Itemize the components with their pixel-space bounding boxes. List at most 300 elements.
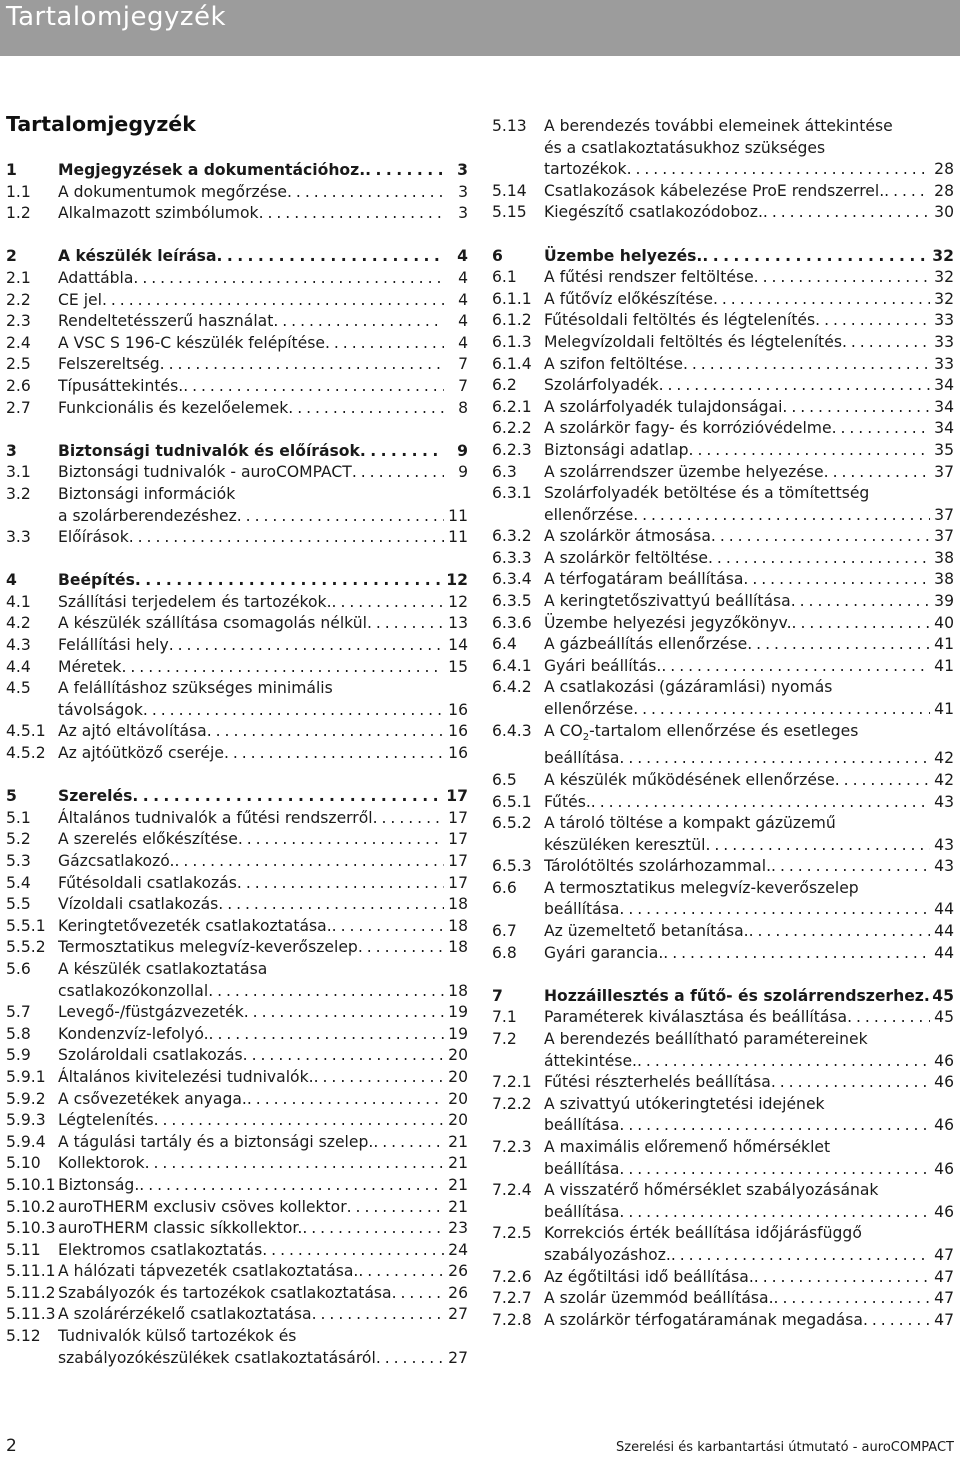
toc-entry[interactable] [6,1153,468,1175]
toc-entry-number: 6.3.3 [492,548,532,567]
toc-entry[interactable] [6,290,468,312]
toc-entry[interactable] [6,1218,468,1240]
toc-entry-title: Alkalmazott szimbólumok . . . [58,203,444,225]
toc-entry-number: 2.7 [6,398,31,417]
toc-entry-page: 3 [458,182,468,201]
toc-entry-title: ellenőrzése . . . [544,505,930,527]
toc-entry-number: 6.4 [492,635,517,654]
toc-entry[interactable] [492,202,954,224]
toc-entry-page: 37 [934,505,954,524]
toc-entry-title: CE jel . . . [58,290,444,312]
toc-entry-title: Általános kivitelezési tudnivalók. . . . [58,1067,444,1089]
toc-entry-page: 35 [934,440,954,459]
toc-entry-page: 38 [934,548,954,567]
toc-entry-number: 5.9.4 [6,1132,46,1151]
toc-entry-title: A készülék szállítása csomagolás nélkül . . . [58,613,444,635]
toc-entry-title: A szolárfolyadék tulajdonságai . . . [544,397,930,419]
toc-entry-number: 5.10.3 [6,1219,56,1238]
toc-entry[interactable] [492,246,954,268]
toc-entry-page: 4 [458,290,468,309]
toc-entry-number: 5.9.1 [6,1067,46,1086]
toc-entry[interactable] [6,678,468,721]
toc-entry-page: 18 [448,916,468,935]
toc-entry-title: A tágulási tartály és a biztonsági szelep. . . . [58,1132,444,1154]
toc-entry[interactable] [6,527,468,549]
toc-entry[interactable] [6,570,468,592]
toc-entry-title: Üzembe helyezés. . . . [544,246,930,268]
toc-entry-page: 17 [448,808,468,827]
toc-entry[interactable] [6,1283,468,1305]
toc-entry-title: beállítása . . . [544,1202,930,1224]
toc-entry-page: 46 [934,1159,954,1178]
toc-entry-number: 4 [6,571,17,590]
toc-entry-title: A felállításhoz szükséges minimális [58,679,333,698]
toc-entry-title: Típusáttekintés. . . . [58,376,444,398]
toc-entry-number: 4.5.1 [6,722,46,741]
toc-entry-number: 5.10 [6,1154,41,1173]
toc-entry-number: 6.5.2 [492,814,532,833]
toc-entry[interactable] [6,246,468,268]
toc-entry[interactable] [492,1288,954,1310]
toc-entry-title: A maximális előremenő hőmérséklet [544,1138,831,1157]
toc-entry-title: A berendezés beállítható paramétereinek [544,1030,868,1049]
toc-entry-page: 16 [448,744,468,763]
toc-entry-number: 5.13 [492,117,527,135]
toc-entry-page: 34 [934,376,954,395]
toc-entry[interactable] [6,268,468,290]
toc-entry-page: 17 [448,873,468,892]
toc-entry-title: A szolárkör átmosása . . . [544,526,930,548]
toc-entry[interactable] [6,635,468,657]
toc-entry[interactable] [6,398,468,420]
toc-entry-number: 6 [492,246,503,265]
toc-entry[interactable] [492,332,954,354]
toc-entry-number: 5.11.3 [6,1305,56,1324]
toc-entry-page: 46 [934,1202,954,1221]
toc-entry-page: 4 [458,312,468,331]
toc-entry-title: Légtelenítés . . . [58,1110,444,1132]
toc-entry-title: A VSC S 196-C készülék felépítése . . . [58,333,444,355]
toc-entry[interactable] [6,354,468,376]
toc-entry-title: és a csatlakoztatásukhoz szükséges [544,138,826,157]
toc-entry-title: Az üzemeltető betanítása. . . . [544,921,930,943]
toc-entry[interactable] [492,591,954,613]
toc-entry[interactable] [492,613,954,635]
toc-entry-page: 3 [458,204,468,223]
toc-entry-number: 6.3 [492,462,517,481]
toc-entry-title: A szolárkör fagy- és korrózióvédelme . . . [544,418,930,440]
toc-entry[interactable] [492,440,954,462]
toc-entry[interactable] [492,986,954,1008]
toc-entry-title: auroTHERM exclusiv csöves kollektor . . . [58,1197,444,1219]
toc-entry-page: 42 [934,749,954,768]
toc-entry-page: 16 [448,700,468,719]
toc-entry[interactable] [6,1002,468,1024]
toc-entry-number: 5.5.1 [6,916,46,935]
header-bar [0,0,960,56]
toc-entry-number: 7.2.7 [492,1289,532,1308]
toc-entry[interactable] [492,1094,954,1137]
toc-entry-page: 4 [457,247,468,266]
toc-entry-number: 6.2.3 [492,440,532,459]
toc-entry[interactable] [492,943,954,965]
toc-entry[interactable] [6,851,468,873]
toc-entry-title: Gyári beállítás. . . . [544,656,930,678]
toc-entry-title: Fűtésoldali feltöltés és légtelenítés . . . [544,310,930,332]
toc-entry-page: 17 [448,830,468,849]
toc-entry-number: 6.1.1 [492,289,532,308]
toc-entry-number: 4.5.2 [6,744,46,763]
toc-entry-page: 15 [448,657,468,676]
toc-entry-page: 46 [934,1051,954,1070]
toc-entry-page: 3 [457,161,468,179]
toc-entry-title: Felállítási hely . . . [58,635,444,657]
toc-entry[interactable] [492,375,954,397]
toc-entry-page: 45 [932,986,954,1005]
toc-entry-title: Az ajtó eltávolítása . . . [58,721,444,743]
toc-entry[interactable] [6,160,468,182]
toc-entry-page: 45 [934,1008,954,1027]
toc-entry-page: 26 [448,1262,468,1281]
toc-entry-title: Fűtési részterhelés beállítása . . . [544,1072,930,1094]
toc-entry-number: 1 [6,161,17,179]
toc-entry[interactable] [6,592,468,614]
toc-entry[interactable] [492,310,954,332]
toc-entry-number: 5.11.2 [6,1283,56,1302]
toc-entry-number: 6.7 [492,922,517,941]
toc-entry-page: 18 [448,981,468,1000]
toc-entry-page: 28 [934,181,954,200]
toc-entry[interactable] [492,1180,954,1223]
toc-entry-page: 41 [934,656,954,675]
toc-entry-page: 43 [934,792,954,811]
toc-entry[interactable] [6,613,468,635]
toc-entry[interactable] [492,483,954,526]
toc-entry-page: 46 [934,1073,954,1092]
toc-entry-number: 7.2.6 [492,1267,532,1286]
toc-entry[interactable] [492,634,954,656]
toc-entry-page: 44 [934,922,954,941]
toc-entry-title: Korrekciós érték beállítása időjárásfüggő [544,1224,862,1243]
toc-entry-title: csatlakozókonzollal . . . [58,981,444,1003]
toc-entry-title: A csatlakozási (gázáramlási) nyomás [544,678,833,697]
toc-entry[interactable] [492,792,954,814]
toc-entry-number: 6.1 [492,268,517,287]
toc-entry[interactable] [492,813,954,856]
toc-entry[interactable] [6,1304,468,1326]
toc-entry[interactable] [6,829,468,851]
toc-entry-title: A szolárérzékelő csatlakoztatása . . . [58,1304,444,1326]
toc-entry-title: A szerelés előkészítése . . . [58,829,444,851]
toc-entry[interactable] [492,1072,954,1094]
toc-entry-page: 38 [934,570,954,589]
toc-entry-number: 5.3 [6,852,31,870]
toc-entry[interactable] [492,569,954,591]
toc-entry-page: 34 [934,419,954,438]
toc-entry-page: 47 [934,1289,954,1308]
toc-entry-title: A tároló töltése a kompakt gázüzemű [544,814,836,833]
toc-entry[interactable] [6,1067,468,1089]
toc-entry-number: 5.7 [6,1003,31,1022]
toc-entry-number: 5.11 [6,1240,41,1259]
toc-entry-number: 7.1 [492,1008,517,1027]
toc-entry-number: 4.3 [6,636,31,655]
toc-entry[interactable] [492,526,954,548]
toc-entry-title: A szolárrendszer üzembe helyezése . . . [544,462,930,484]
toc-entry-page: 24 [448,1240,468,1259]
toc-entry[interactable] [6,484,468,527]
toc-entry[interactable] [492,181,954,203]
toc-entry[interactable] [6,376,468,398]
toc-entry-title: a szolárberendezéshez . . . [58,506,444,528]
toc-entry-number: 7.2.5 [492,1224,532,1243]
toc-entry[interactable] [6,1197,468,1219]
toc-entry[interactable] [492,354,954,376]
toc-entry-number: 3.1 [6,463,31,482]
toc-entry[interactable] [6,1045,468,1067]
toc-entry[interactable] [6,182,468,204]
toc-entry-number: 2 [6,247,17,266]
toc-entry-number: 6.5.3 [492,857,532,876]
toc-entry-title: A $CO_2$-tartalom ellenőrzése és esetleges [544,721,859,743]
toc-entry-number: 6.1.3 [492,332,532,351]
toc-entry-number: 2.6 [6,376,31,395]
toc-entry-number: 5.4 [6,873,31,892]
toc-entry-number: 6.4.3 [492,721,532,740]
toc-entry-page: 37 [934,462,954,481]
toc-entry-title: készüléken keresztül . . . [544,835,930,857]
toc-entry-title: Gyári garancia. . . . [544,943,930,965]
toc-entry-title: A szolárkör feltöltése . . . [544,548,930,570]
toc-entry-number: 6.3.6 [492,613,532,632]
toc-entry[interactable] [492,116,954,181]
toc-entry-page: 11 [448,506,468,525]
toc-entry-title: beállítása . . . [544,1159,930,1181]
toc-entry-number: 3 [6,441,17,460]
toc-entry-title: Biztonsági tudnivalók - auroCOMPACT . . . [58,462,444,484]
toc-entry[interactable] [6,894,468,916]
toc-entry[interactable] [492,418,954,440]
toc-entry-number: 6.1.4 [492,354,532,373]
toc-entry[interactable] [6,1326,468,1369]
toc-entry-title: A gázbeállítás ellenőrzése . . . [544,634,930,656]
toc-entry-title: Termosztatikus melegvíz-keverőszelep . . . [58,937,444,959]
toc-entry-number: 6.5.1 [492,792,532,811]
toc-entry-page: 13 [448,614,468,633]
toc-entry-number: 6.3.4 [492,570,532,589]
toc-entry[interactable] [6,937,468,959]
header-title: Tartalomjegyzék [6,2,227,32]
toc-entry-page: 14 [448,636,468,655]
toc-entry[interactable] [492,289,954,311]
toc-entry-title: A fűtővíz előkészítése . . . [544,289,930,311]
toc-entry-title: távolságok . . . [58,700,444,722]
toc-entry[interactable] [6,743,468,765]
toc-entry[interactable] [492,1267,954,1289]
toc-entry-number: 5.1 [6,808,31,827]
toc-entry-number: 5.9 [6,1046,31,1065]
toc-entry[interactable] [492,1223,954,1266]
toc-entry-page: 43 [934,835,954,854]
toc-entry-number: 6.5 [492,770,517,789]
toc-entry[interactable] [492,397,954,419]
toc-entry-number: 5.5.2 [6,938,46,957]
toc-entry-page: 7 [458,376,468,395]
toc-entry-title: A készülék leírása . . . [58,246,444,268]
toc-entry-number: 6.3.5 [492,592,532,611]
toc-entry[interactable] [492,548,954,570]
toc-entry-number: 5.5 [6,895,31,914]
toc-entry[interactable] [6,1175,468,1197]
toc-entry-number: 7.2.4 [492,1181,532,1200]
toc-entry[interactable] [6,721,468,743]
toc-entry-number: 2.3 [6,312,31,331]
toc-entry-number: 6.2.2 [492,419,532,438]
toc-entry-page: 32 [934,268,954,287]
toc-entry-title: szabályozáshoz. . . . [544,1245,930,1267]
toc-entry[interactable] [492,721,954,770]
toc-entry-number: 5.9.3 [6,1111,46,1130]
toc-entry-title: A csővezetékek anyaga. . . . [58,1089,444,1111]
toc-entry[interactable] [6,1089,468,1111]
toc-entry[interactable] [6,441,468,463]
toc-entry-title: Biztonsági információk [58,484,236,503]
toc-entry-number: 7 [492,986,503,1005]
toc-entry[interactable] [6,333,468,355]
toc-entry[interactable] [6,1110,468,1132]
toc-entry[interactable] [6,959,468,1002]
toc-entry[interactable] [6,311,468,333]
toc-entry[interactable] [492,921,954,943]
toc-entry[interactable] [492,1029,954,1072]
toc-entry-title: Üzembe helyezési jegyzőkönyv. . . . [544,613,930,635]
toc-entry[interactable] [492,656,954,678]
toc-entry-page: 44 [934,943,954,962]
toc-entry[interactable] [492,1310,954,1332]
toc-entry-number: 6.6 [492,878,517,897]
toc-entry-page: 9 [458,463,468,482]
toc-entry-page: 27 [448,1348,468,1367]
toc-entry-number: 7.2.2 [492,1094,532,1113]
toc-entry-page: 17 [446,787,468,806]
toc-entry[interactable] [6,1240,468,1262]
toc-entry-title: Szállítási terjedelem és tartozékok. . . . [58,592,444,614]
toc-entry-number: 5.8 [6,1024,31,1043]
toc-entry-title: Szolároldali csatlakozás . . . [58,1045,444,1067]
toc-entry-page: 17 [448,852,468,870]
toc-entry[interactable] [6,462,468,484]
toc-entry-number: 6.2.1 [492,397,532,416]
toc-entry-title: Kondenzvíz-lefolyó. . . . [58,1024,444,1046]
toc-entry-title: beállítása . . . [544,899,930,921]
toc-entry[interactable] [492,1007,954,1029]
toc-entry-number: 2.2 [6,290,31,309]
toc-entry-number: 5.14 [492,181,527,200]
toc-entry-number: 6.2 [492,376,517,395]
toc-entry-number: 2.4 [6,333,31,352]
toc-entry-number: 4.4 [6,657,31,676]
toc-entry[interactable] [492,462,954,484]
toc-entry-page: 20 [448,1111,468,1130]
toc-entry-page: 43 [934,857,954,876]
toc-entry-page: 42 [934,770,954,789]
toc-entry-title: Hozzáillesztés a fűtő- és szolárrendszerhez. . . . [544,986,930,1008]
toc-entry-number: 1.2 [6,204,31,223]
toc-entry-title: Szerelés . . . [58,786,444,808]
toc-entry-title: Biztonsági tudnivalók és előírások . . . [58,441,444,463]
toc-entry-page: 46 [934,1116,954,1135]
toc-entry[interactable] [6,1261,468,1283]
toc-entry-number: 4.5 [6,679,31,698]
toc-entry[interactable] [6,808,468,830]
toc-entry[interactable] [6,1024,468,1046]
toc-entry-page: 37 [934,527,954,546]
toc-entry-page: 32 [934,289,954,308]
toc-entry[interactable] [492,1137,954,1180]
toc-entry-page: 16 [448,722,468,741]
toc-entry-title: Tudnivalók külső tartozékok és [58,1327,297,1346]
toc-entry[interactable] [6,203,468,225]
toc-entry-number: 1.1 [6,182,31,201]
toc-entry-number: 7.2.1 [492,1073,532,1092]
toc-entry[interactable] [6,786,468,808]
toc-entry[interactable] [492,267,954,289]
toc-entry-page: 20 [448,1089,468,1108]
toc-entry-number: 6.4.1 [492,656,532,675]
toc-entry-title: beállítása . . . [544,748,930,770]
toc-entry-page: 40 [934,613,954,632]
toc-entry-number: 6.4.2 [492,678,532,697]
toc-entry[interactable] [6,1132,468,1154]
toc-title: Tartalomjegyzék [6,112,196,136]
toc-entry[interactable] [6,657,468,679]
toc-entry-title: Biztonsági adatlap . . . [544,440,930,462]
toc-entry-title: Adattábla . . . [58,268,444,290]
toc-entry-number: 5.15 [492,203,527,222]
toc-entry-title: szabályozókészülékek csatlakoztatásáról . . . [58,1348,444,1370]
toc-entry-number: 4.2 [6,614,31,633]
toc-entry-title: Biztonság. . . . [58,1175,444,1197]
toc-entry-title: Méretek . . . [58,657,444,679]
toc-entry-number: 7.2 [492,1030,517,1049]
toc-column-right [492,116,954,1331]
toc-entry[interactable] [492,677,954,720]
toc-entry[interactable] [492,770,954,792]
toc-entry-title: A készülék csatlakoztatása [58,959,268,978]
toc-entry-page: 47 [934,1245,954,1264]
toc-entry-page: 39 [934,592,954,611]
toc-entry-page: 41 [934,635,954,654]
toc-entry[interactable] [492,878,954,921]
toc-entry-title: Paraméterek kiválasztása és beállítása . . . [544,1007,930,1029]
toc-entry-page: 47 [934,1310,954,1329]
toc-entry-page: 44 [934,900,954,919]
toc-entry[interactable] [6,873,468,895]
toc-entry-page: 33 [934,311,954,330]
toc-entry-page: 21 [448,1197,468,1216]
toc-entry[interactable] [492,856,954,878]
toc-entry-title: Előírások . . . [58,527,444,549]
toc-entry-title: Általános tudnivalók a fűtési rendszerről . . . [58,808,444,830]
toc-entry-number: 5.10.2 [6,1197,56,1216]
toc-entry-page: 9 [457,441,468,460]
toc-entry[interactable] [6,916,468,938]
toc-entry-page: 30 [934,203,954,222]
toc-entry-number: 3.2 [6,484,31,503]
toc-entry-page: 18 [448,895,468,914]
toc-entry-number: 5.10.1 [6,1175,56,1194]
toc-entry-page: 41 [934,700,954,719]
